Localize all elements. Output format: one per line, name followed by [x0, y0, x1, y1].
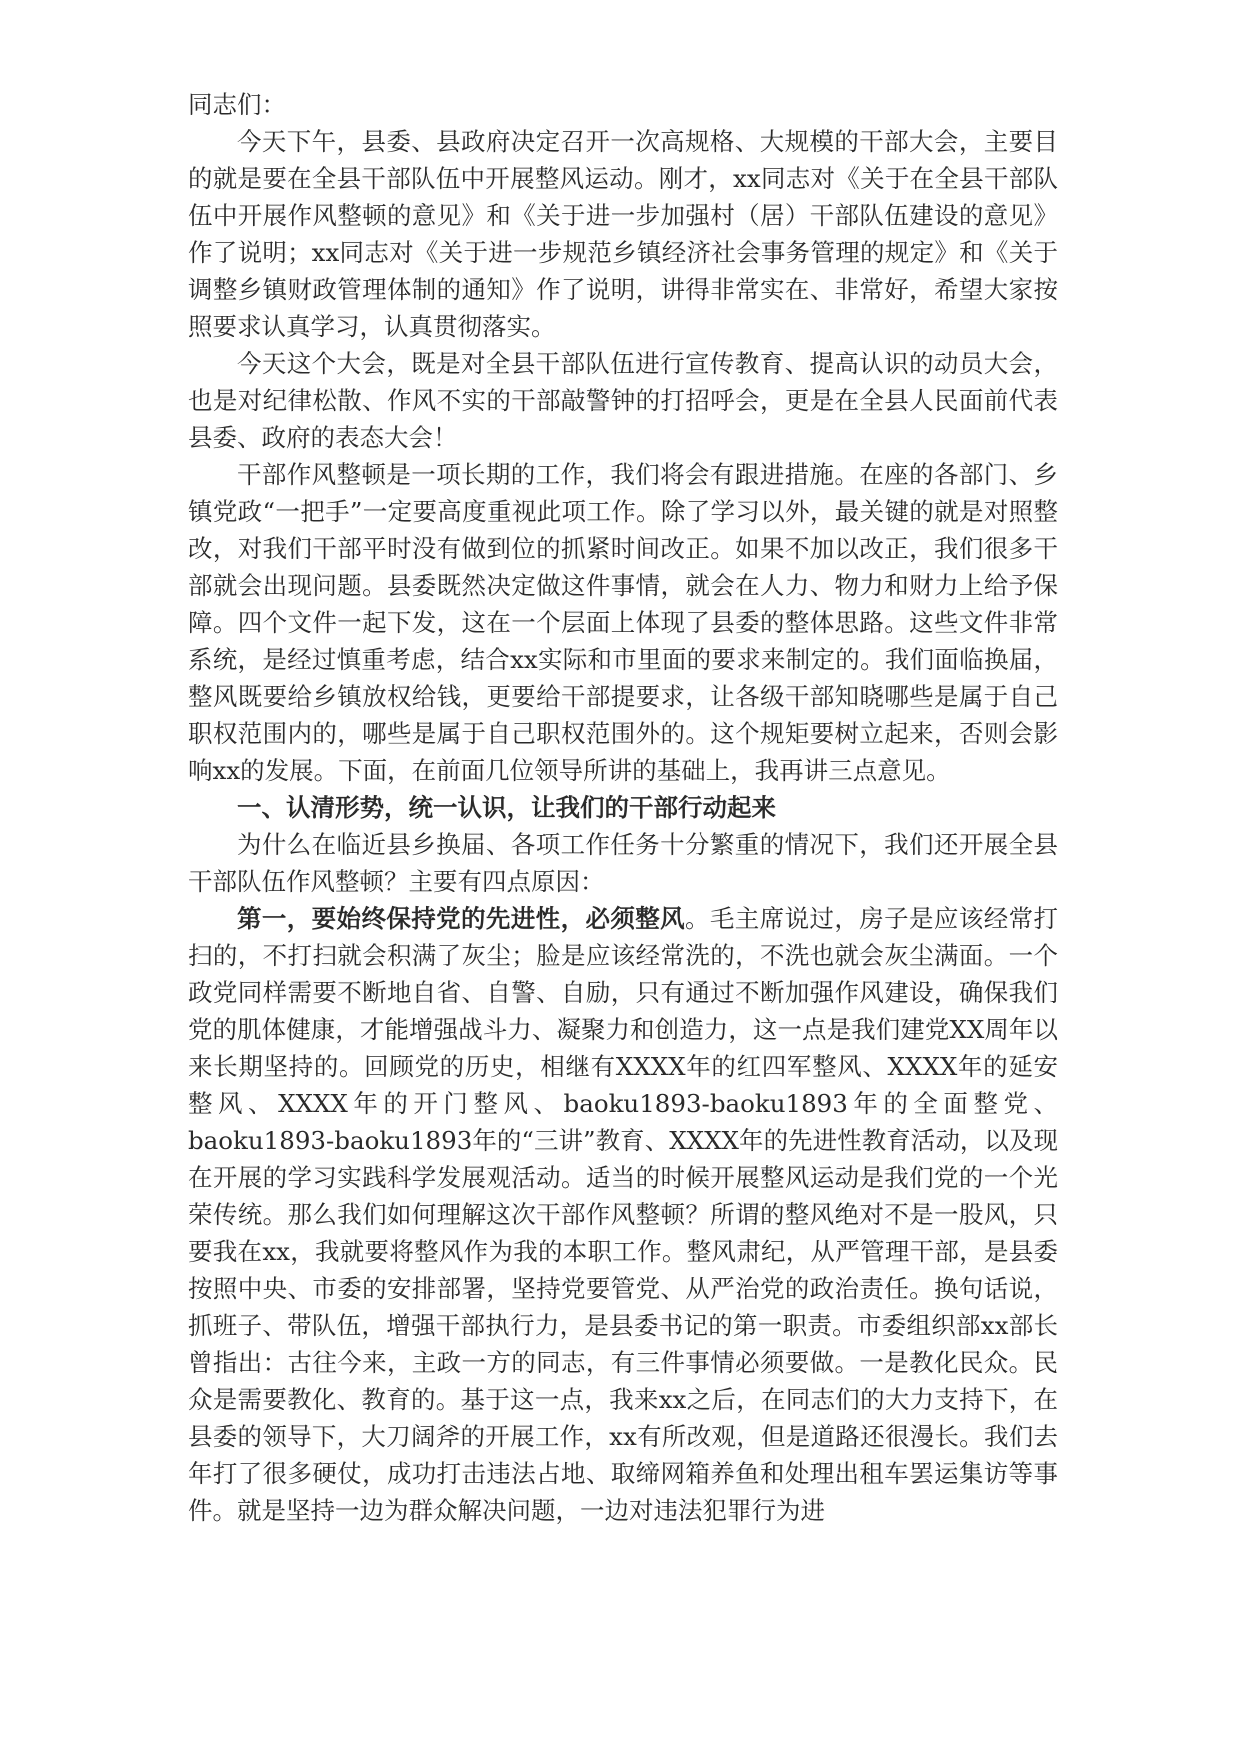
paragraph-5-body: 。毛主席说过，房子是应该经常打扫的，不打扫就会积满了灰尘；脸是应该经常洗的，不洗也就会灰尘满面。一个政党同样需要不断地自省、自警、自励，只有通过不断加强作风建设，确保我们党的肌体健康，才能增强战斗力、凝聚力和创造力，这一点是我们建党XX周年以来长期坚持的。回顾党的历史，相继有XXXX年的红四军整风、XXXX年的延安整风、XXXX年的开门整风、baoku1893-baoku1893年的全面整党、baoku1893-baoku1893年的“三讲”教育、XXXX年的先进性教育活动，以及现在开展的学习实践科学发展观活动。适当的时候开展整风运动是我们党的一个光荣传统。那么我们如何理解这次干部作风整顿？所谓的整风绝对不是一股风，只要我在xx，我就要将整风作为我的本职工作。整风肃纪，从严管理干部，是县委按照中央、市委的安排部署，坚持党要管党、从严治党的政治责任。换句话说，抓班子、带队伍，增强干部执行力，是县委书记的第一职责。市委组织部xx部长曾指出：古往今来，主政一方的同志，有三件事情必须要做。一是教化民众。民众是需要教化、教育的。基于这一点，我来xx之后，在同志们的大力支持下，在县委的领导下，大刀阔斧的开展工作，xx有所改观，但是道路还很漫长。我们去年打了很多硬仗，成功打击违法占地、取缔网箱养鱼和处理出租车罢运集访等事件。就是坚持一边为群众解决问题，一边对违法犯罪行为进 [188, 904, 1058, 1525]
document-body [188, 86, 1058, 1529]
paragraph-3: 干部作风整顿是一项长期的工作，我们将会有跟进措施。在座的各部门、乡镇党政“一把手”一定要高度重视此项工作。除了学习以外，最关键的就是对照整改，对我们干部平时没有做到位的抓紧时间改正。如果不加以改正，我们很多干部就会出现问题。县委既然决定做这件事情，就会在人力、物力和财力上给予保障。四个文件一起下发，这在一个层面上体现了县委的整体思路。这些文件非常系统，是经过慎重考虑，结合xx实际和市里面的要求来制定的。我们面临换届，整风既要给乡镇放权给钱，更要给干部提要求，让各级干部知晓哪些是属于自己职权范围内的，哪些是属于自己职权范围外的。这个规矩要树立起来，否则会影响xx的发展。下面，在前面几位领导所讲的基础上，我再讲三点意见。 [188, 460, 1058, 785]
paragraph-4: 为什么在临近县乡换届、各项工作任务十分繁重的情况下，我们还开展全县干部队伍作风整顿？主要有四点原因： [188, 830, 1058, 896]
paragraph-5 [188, 900, 1058, 1529]
section-heading-1: 一、认清形势，统一认识，让我们的干部行动起来 [237, 793, 776, 822]
salutation: 同志们： [188, 90, 286, 119]
paragraph-2: 今天这个大会，既是对全县干部队伍进行宣传教育、提高认识的动员大会，也是对纪律松散、作风不实的干部敲警钟的打招呼会，更是在全县人民面前代表县委、政府的表态大会！ [188, 349, 1058, 452]
paragraph-1: 今天下午，县委、县政府决定召开一次高规格、大规模的干部大会，主要目的就是要在全县干部队伍中开展整风运动。刚才，xx同志对《关于在全县干部队伍中开展作风整顿的意见》和《关于进一步加强村（居）干部队伍建设的意见》作了说明；xx同志对《关于进一步规范乡镇经济社会事务管理的规定》和《关于调整乡镇财政管理体制的通知》作了说明，讲得非常实在、非常好，希望大家按照要求认真学习，认真贯彻落实。 [188, 127, 1058, 341]
paragraph-5-lead: 第一，要始终保持党的先进性，必须整风 [237, 904, 686, 933]
